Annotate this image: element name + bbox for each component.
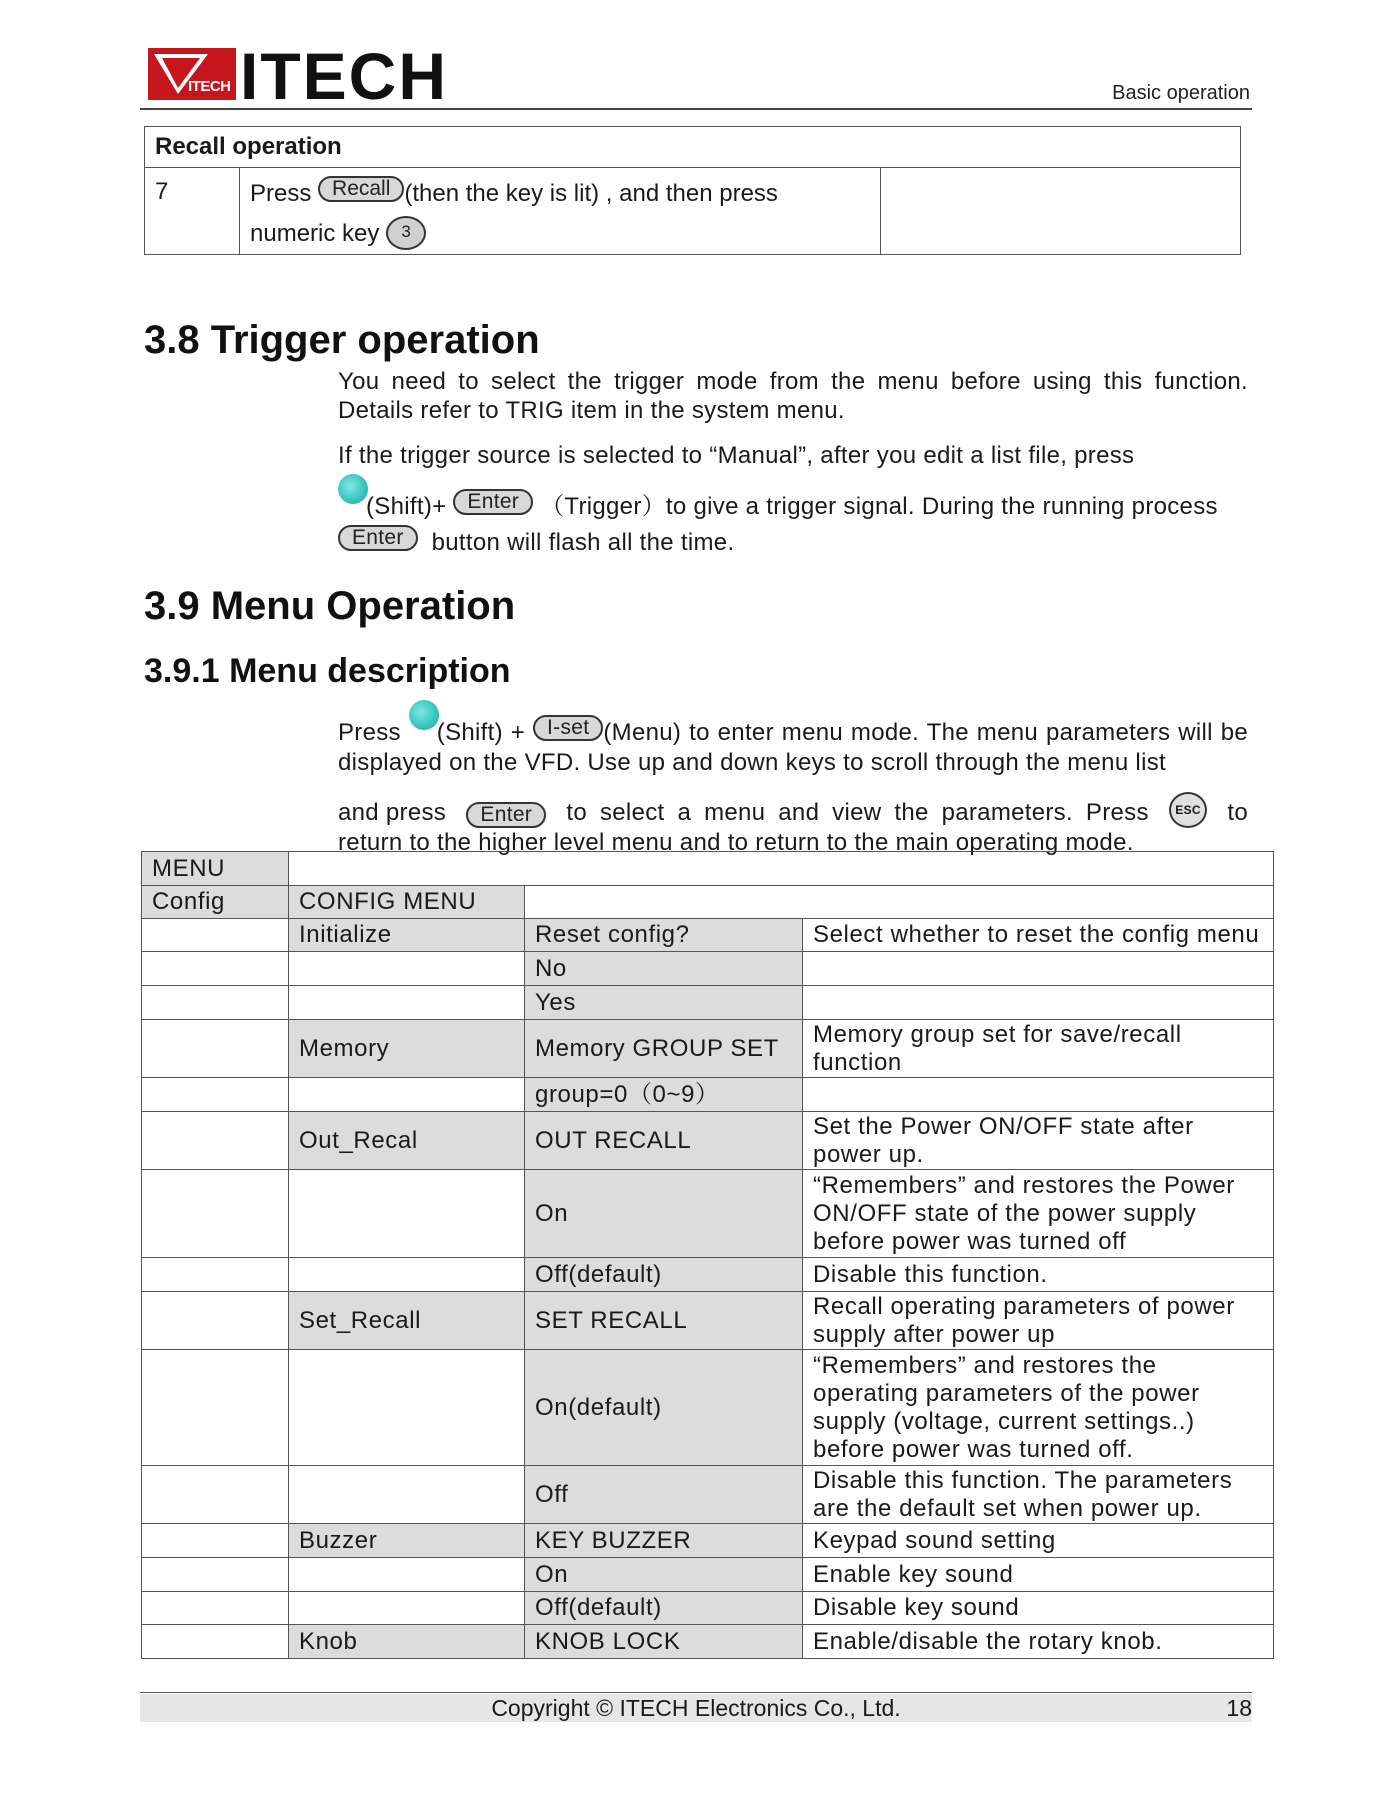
iset-key: I-set [533,715,603,741]
logo-small-text: ITECH [188,78,231,95]
menu-t5: return to the higher level menu and to return to the main operating mode. [338,829,1134,856]
empty-cell [525,886,1274,919]
empty-cell [289,986,525,1020]
empty-cell [142,1625,289,1659]
buzzer-off-cell: Off(default) [525,1592,803,1625]
empty-cell [142,952,289,986]
step-number: 7 [145,168,240,255]
initialize-cell: Initialize [289,919,525,952]
empty-cell [289,1350,525,1466]
trigger-heading: 3.8 Trigger operation [144,318,540,362]
key-buzzer-desc: Keypad sound setting [803,1524,1274,1558]
empty-cell [142,919,289,952]
empty-cell [803,1078,1274,1112]
recall-table-title: Recall operation [145,127,1241,168]
empty-cell [142,1466,289,1524]
menu-shift-text: (Shift) + [436,719,526,746]
shift-key-icon-2 [409,700,439,730]
empty-cell [142,1524,289,1558]
trigger-p2c: button will flash all the time. [431,529,735,556]
empty-cell [803,952,1274,986]
buzzer-cell: Buzzer [289,1524,525,1558]
buzzer-on-cell: On [525,1558,803,1592]
header-divider [140,108,1252,110]
empty-cell [142,1292,289,1350]
empty-cell [142,1020,289,1078]
set-recall-off-cell: Off [525,1466,803,1524]
out-recall-off-cell: Off(default) [525,1258,803,1292]
trigger-paragraph-1 [338,367,1248,425]
menu-t2: and press [338,799,447,826]
empty-cell [142,1112,289,1170]
out-recall-cell: OUT RECALL [525,1112,803,1170]
recall-empty-cell [881,168,1241,255]
memory-cell: Memory [289,1020,525,1078]
menu-heading: 3.9 Menu Operation [144,584,516,628]
empty-cell [289,1258,525,1292]
menu-subheading: 3.9.1 Menu description [144,652,511,690]
numeric-key-text: numeric key [250,220,380,247]
menu-root-cell: MENU [142,852,289,886]
config-menu-cell: CONFIG MENU [289,886,525,919]
menu-paragraph [338,700,1248,858]
memory-group-cell: Memory GROUP SET [525,1020,803,1078]
empty-cell [142,1258,289,1292]
empty-cell [289,1170,525,1258]
empty-cell [289,852,1274,886]
recall-key: Recall [318,176,404,202]
trigger-paragraph-2 [338,438,1248,561]
esc-key: ESC [1169,792,1207,828]
enter-key: Enter [453,489,533,515]
menu-table [141,851,1274,1659]
press-text: Press [250,180,312,207]
set-recall-on-desc: “Remembers” and restores the operating parameters of the power supply (voltage, current settings..) before power was turned off. [803,1350,1274,1466]
key-buzzer-cell: KEY BUZZER [525,1524,803,1558]
menu-t4: to [1227,799,1248,826]
enter-key-3: Enter [466,802,546,828]
empty-cell [289,1592,525,1625]
out-recall-desc: Set the Power ON/OFF state after power up. [803,1112,1274,1170]
empty-cell [803,986,1274,1020]
logo-text: ITECH [240,39,448,113]
buzzer-off-desc: Disable key sound [803,1592,1274,1625]
set-recall-cell: SET RECALL [525,1292,803,1350]
set-recall-label-cell: Set_Recall [289,1292,525,1350]
empty-cell [142,1558,289,1592]
knob-lock-cell: KNOB LOCK [525,1625,803,1659]
reset-config-cell: Reset config? [525,919,803,952]
set-recall-on-cell: On(default) [525,1350,803,1466]
empty-cell [142,1350,289,1466]
config-cell: Config [142,886,289,919]
group-range-cell: group=0（0~9） [525,1078,803,1112]
trigger-shift-text: (Shift)+ [366,493,447,520]
no-option-cell: No [525,952,803,986]
shift-key-icon [338,474,368,504]
empty-cell [289,1466,525,1524]
menu-press-text: Press [338,719,401,746]
set-recall-off-desc: Disable this function. The parameters are the default set when power up. [803,1466,1274,1524]
knob-desc: Enable/disable the rotary knob. [803,1625,1274,1659]
empty-cell [142,1170,289,1258]
reset-config-desc: Select whether to reset the config menu [803,919,1274,952]
set-recall-desc: Recall operating parameters of power supply after power up [803,1292,1274,1350]
out-recall-on-cell: On [525,1170,803,1258]
section-label: Basic operation [1112,82,1250,104]
empty-cell [289,952,525,986]
page-number: 18 [1226,1695,1252,1721]
empty-cell [142,1078,289,1112]
empty-cell [142,986,289,1020]
knob-cell: Knob [289,1625,525,1659]
out-recal-cell: Out_Recal [289,1112,525,1170]
yes-option-cell: Yes [525,986,803,1020]
menu-t3: to select a menu and view the parameters. Press [566,799,1149,826]
recall-mid-text: (then the key is lit) , and then press [404,180,778,207]
memory-desc: Memory group set for save/recall function [803,1020,1274,1078]
menu-t1: (Menu) to enter menu mode. The menu parameters will be displayed on the VFD. Use up and down keys to scroll through the menu list [338,719,1248,776]
empty-cell [289,1558,525,1592]
trigger-p2b: （Trigger）to give a trigger signal. During the running process [540,493,1218,520]
numeric-key-3: 3 [386,216,426,250]
empty-cell [142,1592,289,1625]
enter-key-2: Enter [338,525,418,551]
footer-divider [140,1692,1252,1693]
recall-step-text [240,168,881,255]
out-recall-on-desc: “Remembers” and restores the Power ON/OFF state of the power supply before power was turned off [803,1170,1274,1258]
buzzer-on-desc: Enable key sound [803,1558,1274,1592]
footer-copyright: Copyright © ITECH Electronics Co., Ltd. [491,1695,901,1721]
itech-logo [148,39,458,113]
empty-cell [289,1078,525,1112]
out-recall-off-desc: Disable this function. [803,1258,1274,1292]
recall-operation-table [144,126,1241,255]
trigger-p2a: If the trigger source is selected to “Manual”, after you edit a list file, press [338,442,1135,469]
trigger-p1: You need to select the trigger mode from the menu before using this function. Details refer to TRIG item in the system menu. [338,368,1248,424]
